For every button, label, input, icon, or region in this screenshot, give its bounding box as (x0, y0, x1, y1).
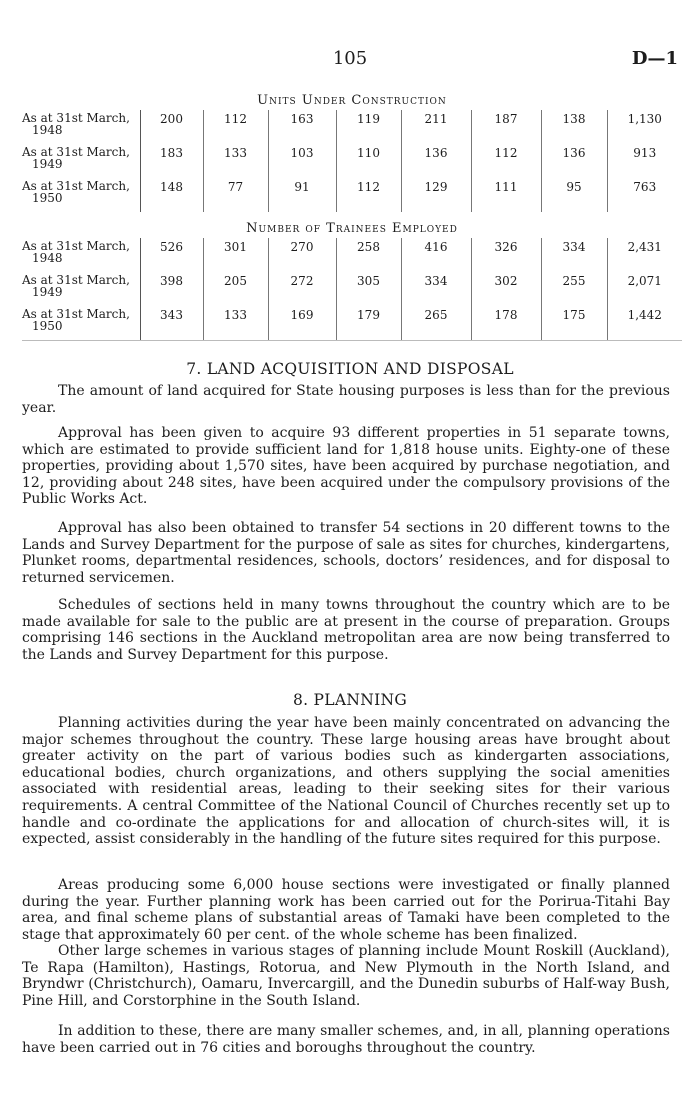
table-cell-total: 2,071 (607, 272, 682, 306)
table-cell: 95 (541, 178, 607, 212)
section-heading-planning: 8. PLANNING (292, 691, 408, 709)
section-heading-land-acquisition: 7. LAND ACQUISITION AND DISPOSAL (186, 360, 514, 378)
table-cell: 255 (541, 272, 607, 306)
table-cell-total: 913 (607, 144, 682, 178)
table-cell-total: 1,442 (607, 306, 682, 340)
table-cell: 133 (203, 144, 268, 178)
table-cell-total: 1,130 (607, 110, 682, 144)
row-label-line1: As at 31st March, (22, 239, 130, 253)
table-cell: 398 (140, 272, 203, 306)
row-label-year: 1949 (32, 157, 63, 171)
table-cell: 138 (541, 110, 607, 144)
table-title-units: Units Under Construction (257, 93, 447, 108)
paragraph: Areas producing some 6,000 house sections were investigated or finally planned during the year. Further planning work has been carried out for the Porirua-Titahi Bay area, and final scheme plans of substantial areas of Tamaki have been completed to the stage that approximately 60 per cent. of the whole scheme has been finalized. (22, 877, 670, 943)
table-cell: 112 (471, 144, 541, 178)
table-cell: 136 (541, 144, 607, 178)
row-label-line1: As at 31st March, (22, 111, 130, 125)
table-cell: 301 (203, 238, 268, 272)
row-label (22, 272, 140, 306)
table-cell: 205 (203, 272, 268, 306)
table-title-trainees: Number of Trainees Employed (246, 221, 458, 236)
table-cell: 119 (336, 110, 401, 144)
row-label (22, 238, 140, 272)
row-label-year: 1948 (32, 251, 63, 265)
table-cell: 183 (140, 144, 203, 178)
table-cell: 416 (401, 238, 471, 272)
table-cell: 326 (471, 238, 541, 272)
table-cell: 187 (471, 110, 541, 144)
units-under-construction-table (22, 92, 682, 212)
paragraph: Approval has been given to acquire 93 different properties in 51 separate towns, which are estimated to provide sufficient land for 1,818 house units. Eighty-one of these properties, providing about 1,570 sites, have been acquired by purchase negotiation, and 12, providing about 248 sites, have been acquired under the compulsory provisions of the Public Works Act. (22, 425, 670, 508)
table-cell: 258 (336, 238, 401, 272)
trainees-table (22, 238, 682, 340)
table-cell: 175 (541, 306, 607, 340)
table-row (22, 306, 682, 340)
table-cell: 272 (268, 272, 336, 306)
table-cell-total: 2,431 (607, 238, 682, 272)
table-cell: 526 (140, 238, 203, 272)
table-cell: 305 (336, 272, 401, 306)
paragraph: Schedules of sections held in many towns throughout the country which are to be made available for sale to the public are at present in the course of preparation. Groups comprising 146 sections in the Auckland metropolitan area are now being transferred to the Lands and Survey Department for this purpose. (22, 597, 670, 663)
row-label (22, 178, 140, 212)
table-cell: 343 (140, 306, 203, 340)
row-label-year: 1949 (32, 285, 63, 299)
table-row (22, 238, 682, 272)
table-cell: 136 (401, 144, 471, 178)
table-cell: 148 (140, 178, 203, 212)
table-cell: 133 (203, 306, 268, 340)
table-row (22, 272, 682, 306)
table-cell: 111 (471, 178, 541, 212)
table-cell: 211 (401, 110, 471, 144)
table-cell: 302 (471, 272, 541, 306)
paragraph: Planning activities during the year have been mainly concentrated on advancing the major schemes throughout the country. These large housing areas have brought about greater activity on the part of various bodies such as kindergarten associations, educational bodies, church organizations, and others supplying the social amenities associated with residential areas, leading to their seeking sites for their various requirements. A central Committee of the National Council of Churches recently set up to handle and co-ordinate the applications for and allocation of church-sites will, it is expected, assist considerably in the handling of the future sites required for this purpose. (22, 715, 670, 848)
paragraph: Other large schemes in various stages of planning include Mount Roskill (Auckland), Te Rapa (Hamilton), Hastings, Rotorua, and New Plymouth in the North Island, and Bryndwr (Christchurch), Oamaru, Invercargill, and the Dunedin suburbs of Half-way Bush, Pine Hill, and Corstorphine in the South Island. (22, 943, 670, 1009)
paragraph: In addition to these, there are many smaller schemes, and, in all, planning operations have been carried out in 76 cities and boroughs throughout the country. (22, 1023, 670, 1056)
table-cell: 178 (471, 306, 541, 340)
row-label (22, 144, 140, 178)
table-cell: 169 (268, 306, 336, 340)
table-row (22, 110, 682, 144)
row-label-year: 1950 (32, 319, 63, 333)
row-label (22, 110, 140, 144)
table-cell-total: 763 (607, 178, 682, 212)
table-cell: 179 (336, 306, 401, 340)
table-cell: 110 (336, 144, 401, 178)
units-table (22, 110, 682, 212)
paragraph: The amount of land acquired for State housing purposes is less than for the previous year. (22, 383, 670, 416)
table-cell: 334 (401, 272, 471, 306)
row-label-year: 1948 (32, 123, 63, 137)
trainees-employed-table (22, 220, 682, 341)
table-cell: 91 (268, 178, 336, 212)
page-number: 105 (332, 48, 368, 69)
table-cell: 77 (203, 178, 268, 212)
table-cell: 112 (336, 178, 401, 212)
table-cell: 200 (140, 110, 203, 144)
table-cell: 270 (268, 238, 336, 272)
table-cell: 334 (541, 238, 607, 272)
table-cell: 103 (268, 144, 336, 178)
row-label-year: 1950 (32, 191, 63, 205)
row-label-line1: As at 31st March, (22, 273, 130, 287)
paragraph: Approval has also been obtained to transfer 54 sections in 20 different towns to the Lands and Survey Department for the purpose of sale as sites for churches, kindergartens, Plunket rooms, departmental residences, schools, doctors’ residences, and for disposal to returned servicemen. (22, 520, 670, 586)
row-label-line1: As at 31st March, (22, 307, 130, 321)
row-label-line1: As at 31st March, (22, 179, 130, 193)
table-cell: 265 (401, 306, 471, 340)
document-reference: D—1 (631, 48, 678, 69)
row-label-line1: As at 31st March, (22, 145, 130, 159)
table-row (22, 178, 682, 212)
table-row (22, 144, 682, 178)
table-bottom-rule (22, 340, 682, 341)
table-cell: 129 (401, 178, 471, 212)
table-cell: 163 (268, 110, 336, 144)
table-cell: 112 (203, 110, 268, 144)
row-label (22, 306, 140, 340)
